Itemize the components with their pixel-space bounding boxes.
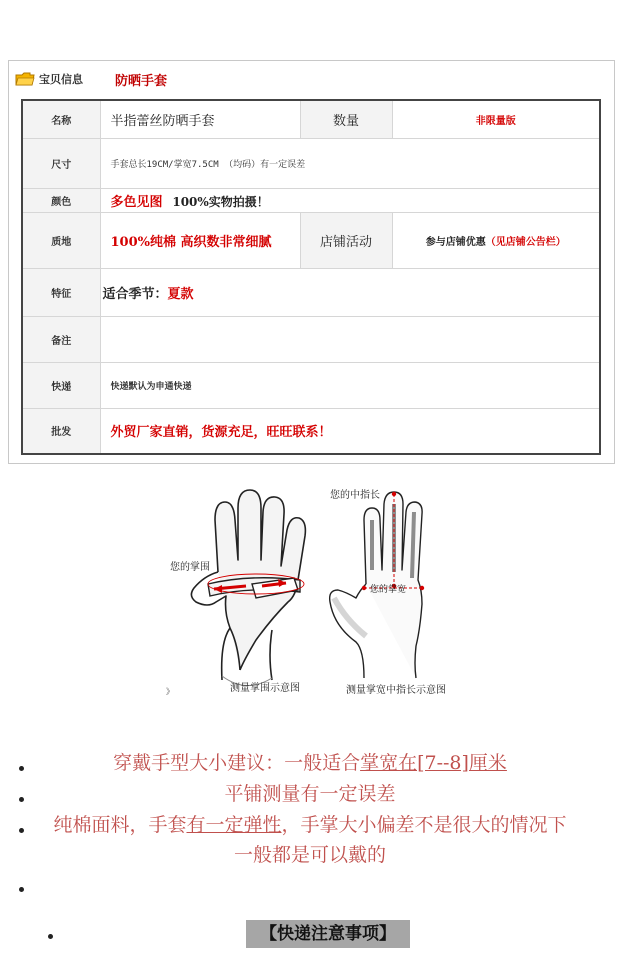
table-row [22,316,600,362]
remark-value [100,316,600,362]
product-name-heading: 防晒手套 [115,73,168,89]
name-value: 半指蕾丝防晒手套 [100,100,300,138]
note-elasticity-cont: 一般都是可以戴的 [233,844,386,866]
note-elasticity: 纯棉面料，手套有一定弹性，手掌大小偏差不是很大的情况下 [53,814,567,836]
bullet-dot [19,887,24,892]
note-size-advice: 穿戴手型大小建议：一般适合掌宽在[7--8]厘米 [113,752,507,774]
table-row [22,100,600,138]
quantity-label: 数量 [300,100,392,138]
diagram-svg [160,480,460,705]
stray-mark: 》 [166,687,174,696]
feature-label: 特征 [22,268,100,316]
bullet-dot [48,934,53,939]
material-value: 100%纯棉 高织数非常细腻 [100,212,300,268]
finger-length-label: 您的中指长 [330,490,380,501]
info-header [15,69,167,89]
quantity-value: 非限量版 [392,100,600,138]
table-row [22,362,600,408]
palm-width-label: 您的掌宽 [370,585,407,595]
table-row [22,408,600,454]
product-info-box [8,60,615,464]
table-row [22,212,600,268]
table-row [22,268,600,316]
table-row [22,138,600,188]
size-label: 尺寸 [22,138,100,188]
table-row [22,188,600,212]
name-label: 名称 [22,100,100,138]
hand-measurement-diagram [160,480,460,705]
material-label: 质地 [22,212,100,268]
express-label: 快递 [22,362,100,408]
caption-left: 测量掌围示意图 [230,683,300,694]
feature-value: 适合季节：夏款 [100,268,600,316]
color-label: 颜色 [22,188,100,212]
palm-circumference-label: 您的掌围 [170,562,210,573]
spec-table [21,99,601,455]
remark-label: 备注 [22,316,100,362]
caption-right: 测量掌宽中指长示意图 [346,685,446,696]
wholesale-value: 外贸厂家直销，货源充足，旺旺联系！ [100,408,600,454]
info-header-label: 宝贝信息 [39,73,83,86]
promo-value: 参与店铺优惠（见店铺公告栏） [392,212,600,268]
folder-icon [15,72,35,86]
express-notice-title: 【快递注意事项】 [246,920,410,948]
express-value: 快递默认为申通快递 [100,362,600,408]
promo-label: 店铺活动 [300,212,392,268]
size-value: 手套总长19CM/掌宽7.5CM （均码）有一定误差 [100,138,600,188]
wholesale-label: 批发 [22,408,100,454]
color-value: 多色见图 100%实物拍摄！ [100,188,600,212]
note-measure-error: 平铺测量有一定误差 [224,783,396,805]
